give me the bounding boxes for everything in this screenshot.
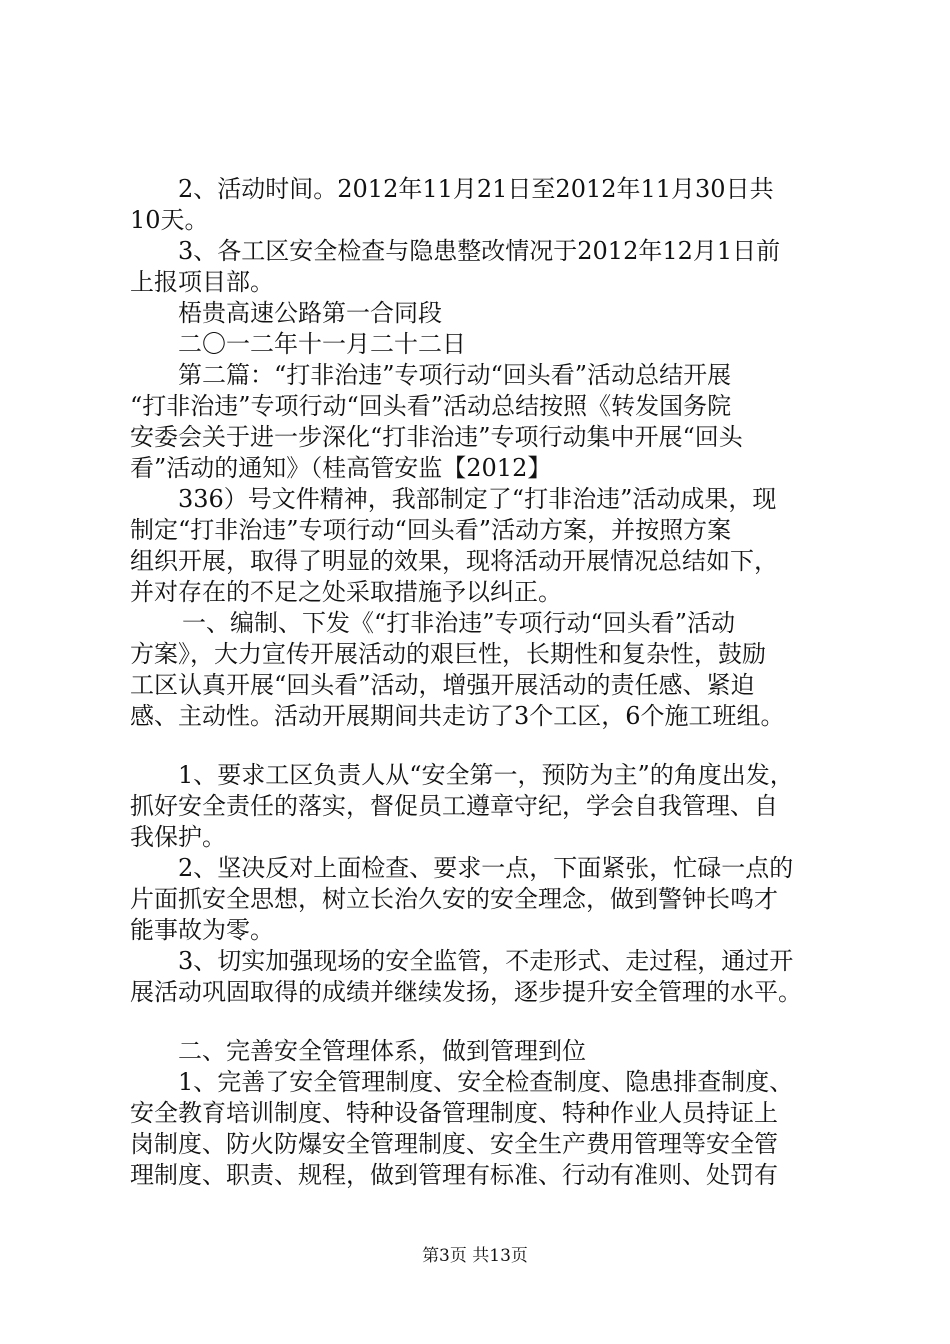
text-line: 制定“打非治违”专项行动“回头看”活动方案，并按照方案	[130, 516, 732, 544]
signature-organization: 梧贵高速公路第一合同段	[178, 299, 442, 327]
text-line: 并对存在的不足之处采取措施予以纠正。	[130, 578, 562, 606]
text-line: 3、切实加强现场的安全监管，不走形式、走过程，通过开	[178, 947, 794, 975]
section-heading: 二、完善安全管理体系，做到管理到位	[178, 1037, 586, 1065]
text-line: 上报项目部。	[130, 268, 274, 296]
text-line: 展活动巩固取得的成绩并继续发扬，逐步提升安全管理的水平。	[130, 978, 802, 1006]
section-heading: 第二篇：“打非治违”专项行动“回头看”活动总结开展	[178, 361, 732, 389]
text-line: 方案》，大力宣传开展活动的艰巨性，长期性和复杂性，鼓励	[130, 640, 766, 668]
text-line: “打非治违”专项行动“回头看”活动总结按照《转发国务院	[130, 392, 732, 420]
text-line: 片面抓安全思想，树立长治久安的安全理念，做到警钟长鸣才	[130, 885, 778, 913]
text-line: 我保护。	[130, 823, 226, 851]
text-line: 看”活动的通知》（桂高管安监【2012】	[130, 454, 552, 482]
text-line: 一、编制、下发《“打非治违”专项行动“回头看”活动	[182, 609, 736, 637]
text-line: 3、各工区安全检查与隐患整改情况于2012年12月1日前	[178, 237, 781, 265]
paragraph-gap	[130, 1008, 830, 1036]
text-line: 抓好安全责任的落实，督促员工遵章守纪，学会自我管理、自	[130, 792, 778, 820]
text-line: 岗制度、防火防爆安全管理制度、安全生产费用管理等安全管	[130, 1130, 778, 1158]
text-line: 理制度、职责、规程，做到管理有标准、行动有准则、处罚有	[130, 1161, 778, 1189]
text-line: 2、坚决反对上面检查、要求一点，下面紧张，忙碌一点的	[178, 854, 794, 882]
page-number-footer: 第3页 共13页	[422, 1246, 528, 1266]
text-line: 1、要求工区负责人从“安全第一，预防为主”的角度出发，	[178, 761, 794, 789]
text-line: 能事故为零。	[130, 916, 274, 944]
text-line: 感、主动性。活动开展期间共走访了3个工区，6个施工班组。	[130, 702, 785, 730]
text-line: 工区认真开展“回头看”活动，增强开展活动的责任感、紧迫	[130, 671, 755, 699]
paragraph-gap	[130, 732, 830, 760]
text-line: 安委会关于进一步深化“打非治违”专项行动集中开展“回头	[130, 423, 743, 451]
text-line: 10天。	[130, 206, 209, 234]
text-line: 2、活动时间。2012年11月21日至2012年11月30日共	[178, 175, 774, 203]
signature-date: 二〇一二年十一月二十二日	[178, 330, 466, 358]
text-line: 组织开展，取得了明显的效果，现将活动开展情况总结如下，	[130, 547, 778, 575]
text-line: 安全教育培训制度、特种设备管理制度、特种作业人员持证上	[130, 1099, 778, 1127]
text-line: 1、完善了安全管理制度、安全检查制度、隐患排查制度、	[178, 1068, 794, 1096]
document-body	[130, 174, 830, 1191]
text-line: 336）号文件精神，我部制定了“打非治违”活动成果，现	[178, 485, 777, 513]
